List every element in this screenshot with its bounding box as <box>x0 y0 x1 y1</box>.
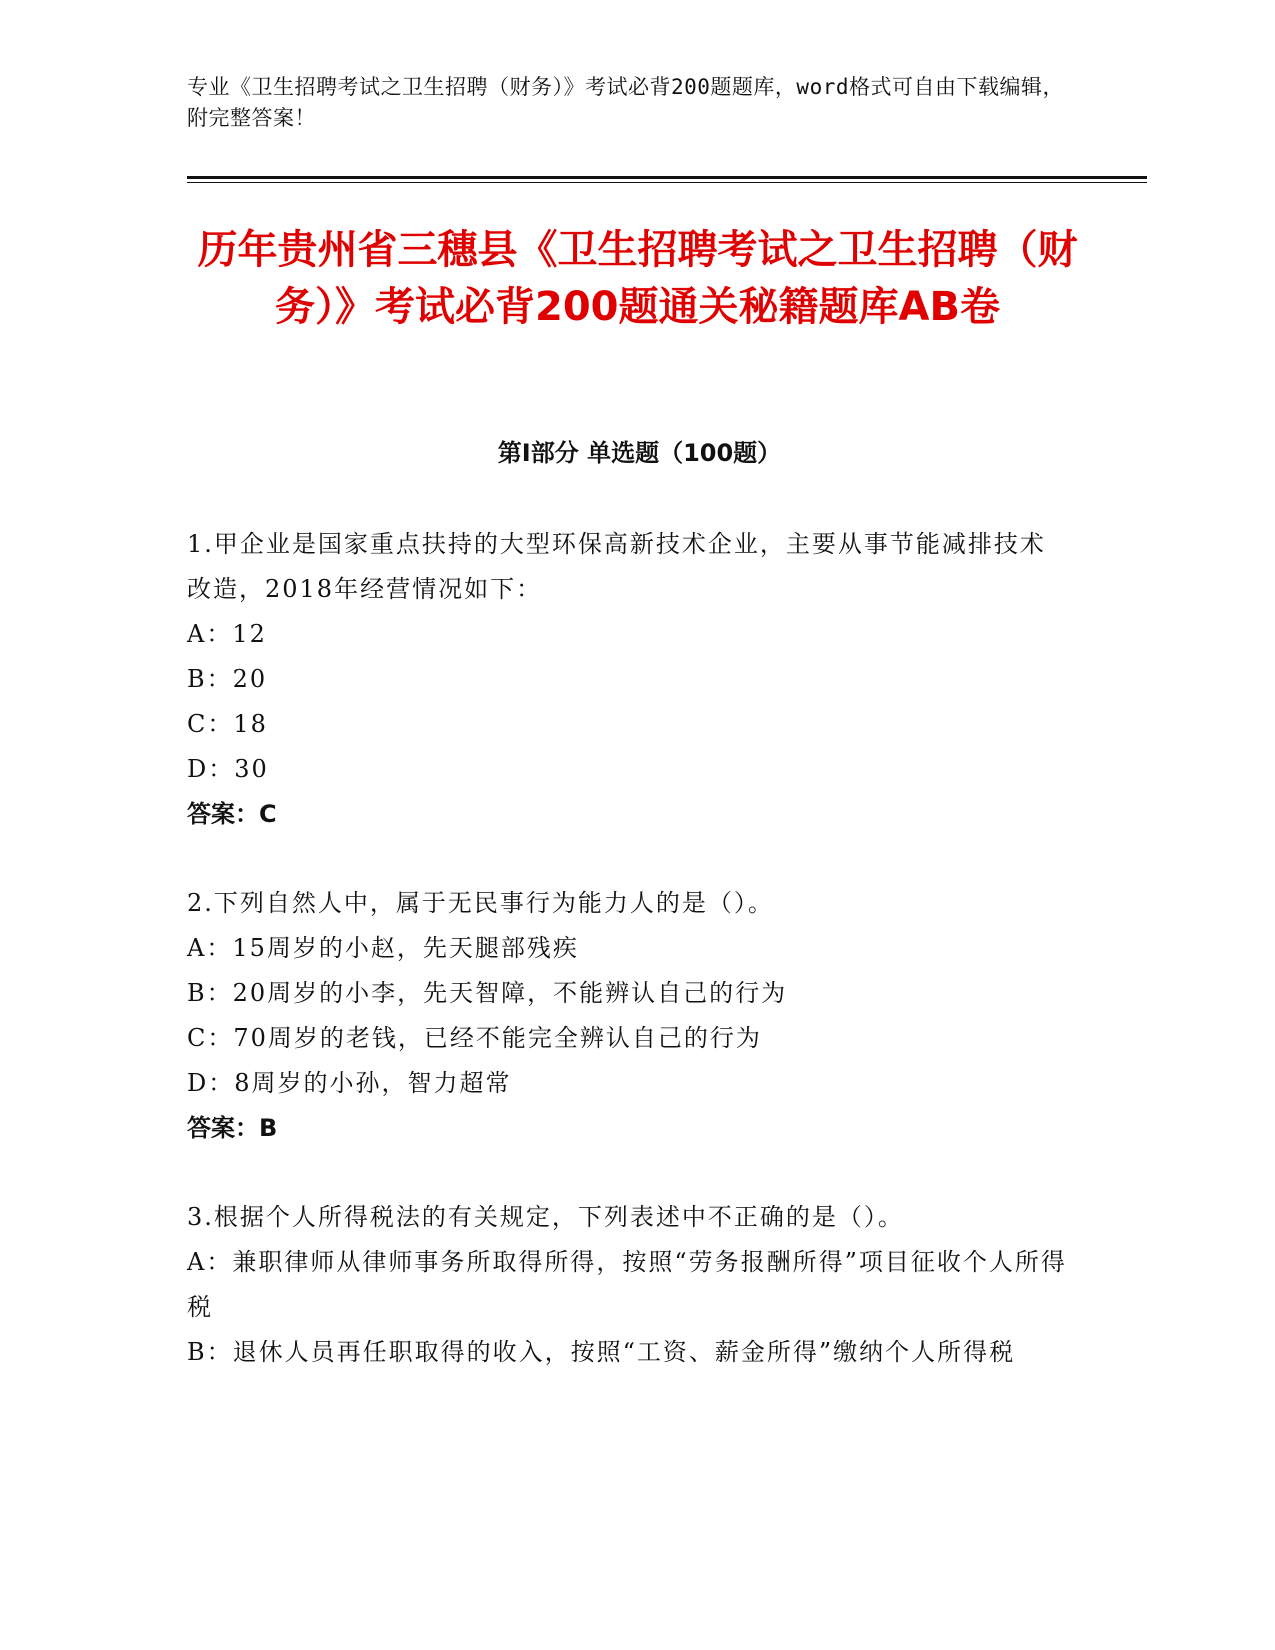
option-a: A：兼职律师从律师事务所取得所得，按照“劳务报酬所得”项目征收个人所得税 <box>187 1248 1067 1321</box>
question-2 <box>187 881 1067 1151</box>
question-3 <box>187 1195 1067 1375</box>
option-a: A：12 <box>187 620 267 648</box>
answer-line <box>187 792 1067 837</box>
option-b: B：20 <box>187 665 268 693</box>
header-rule-thick <box>187 176 1147 179</box>
document-title: 历年贵州省三穗县《卫生招聘考试之卫生招聘（财务）》考试必背200题通关秘籍题库AB卷 <box>197 227 1078 330</box>
answer-value: B <box>259 1114 278 1142</box>
option-d: D：30 <box>187 755 269 783</box>
question-1 <box>187 522 1067 837</box>
answer-label: 答案： <box>187 1114 259 1142</box>
option-b: B：20周岁的小李，先天智障，不能辨认自己的行为 <box>187 979 788 1007</box>
option-c: C：70周岁的老钱，已经不能完全辨认自己的行为 <box>187 1024 762 1052</box>
question-stem: 3.根据个人所得税法的有关规定，下列表述中不正确的是（）。 <box>187 1203 904 1231</box>
answer-value: C <box>259 800 277 828</box>
option-c: C：18 <box>187 710 268 738</box>
option-a: A：15周岁的小赵，先天腿部残疾 <box>187 934 579 962</box>
option-d: D：8周岁的小孙，智力超常 <box>187 1069 512 1097</box>
answer-line <box>187 1106 1067 1151</box>
option-b: B：退休人员再任职取得的收入，按照“工资、薪金所得”缴纳个人所得税 <box>187 1338 1016 1366</box>
question-stem: 2.下列自然人中，属于无民事行为能力人的是（）。 <box>187 889 774 917</box>
question-stem: 1.甲企业是国家重点扶持的大型环保高新技术企业，主要从事节能减排技术改造，2018年经营情况如下： <box>187 530 1046 603</box>
answer-label: 答案： <box>187 800 259 828</box>
section-heading: 第Ⅰ部分 单选题（100题） <box>497 439 782 467</box>
header-rule-thin <box>187 182 1147 183</box>
question-list <box>187 522 1067 1419</box>
header-note: 专业《卫生招聘考试之卫生招聘（财务）》考试必背200题题库，word格式可自由下载编辑，附完整答案！ <box>187 75 1064 130</box>
